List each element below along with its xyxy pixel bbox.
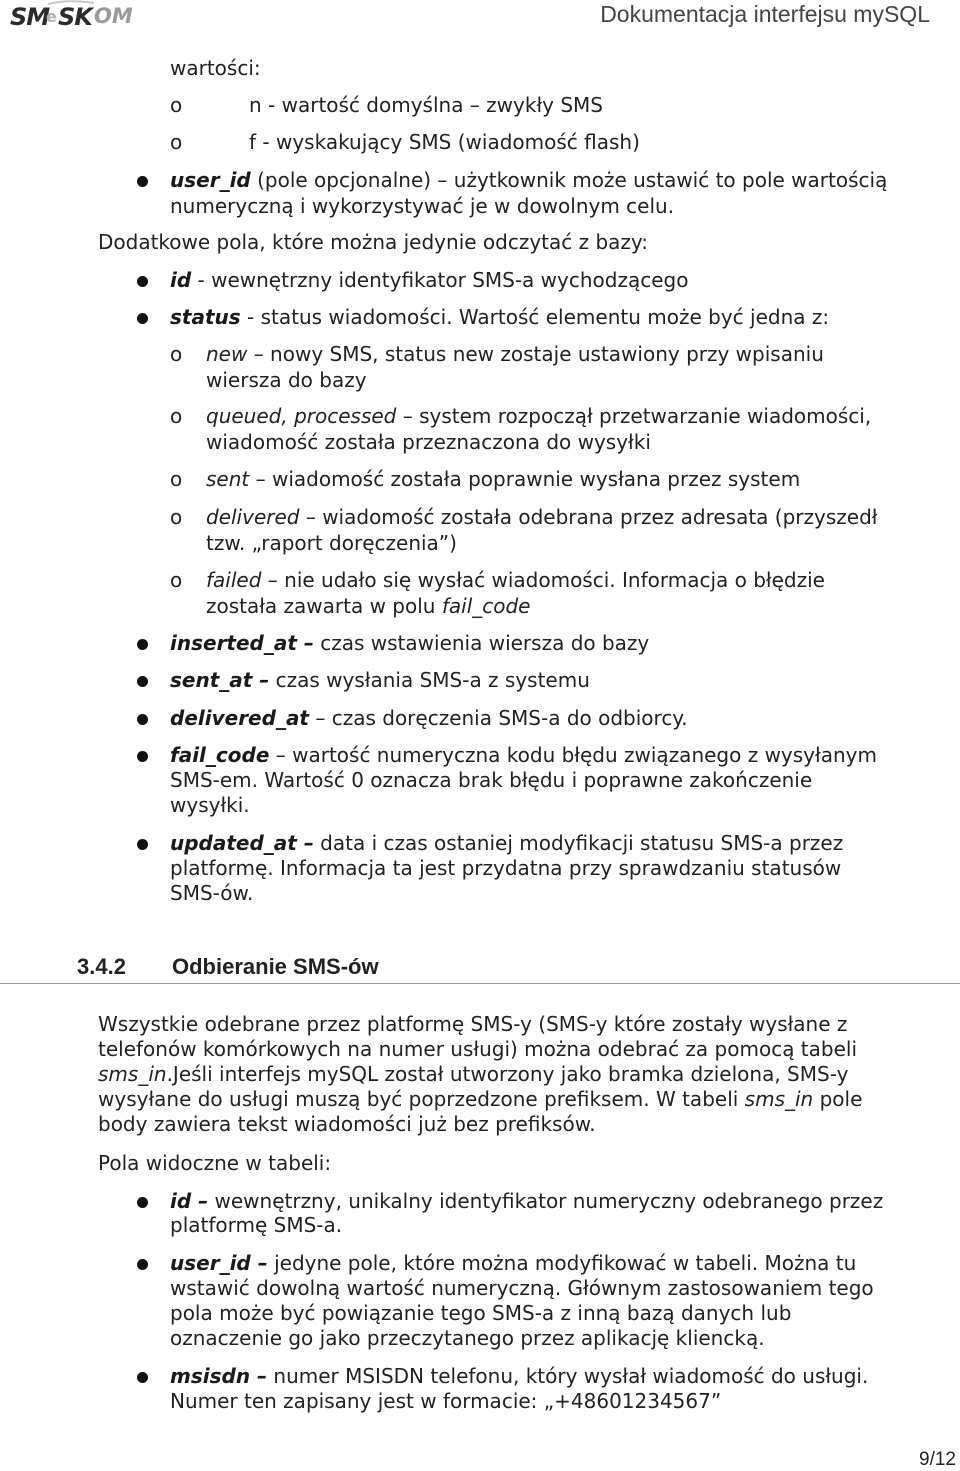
bullet-icon	[137, 276, 148, 287]
sub-bullet-o: o	[170, 467, 183, 491]
bullet-icon	[137, 1259, 148, 1270]
status-failed-cont: została zawarta w polu fail_code	[206, 594, 531, 618]
status-delivered-cont: tzw. „raport doręczenia”)	[206, 531, 457, 555]
bullet-icon	[137, 714, 148, 725]
bullet-icon	[137, 751, 148, 762]
sub-bullet-o: o	[170, 505, 183, 529]
bullet-icon	[137, 1197, 148, 1208]
field-inserted-at: inserted_at – czas wstawienia wiersza do bazy	[170, 631, 650, 655]
field-desc: - wewnętrzny identyfikator SMS-a wychodzącego	[191, 268, 689, 292]
bullet-icon	[137, 676, 148, 687]
field-in-user-id-cont: pola może być powiązanie tego SMS-a z inną bazą danych lub	[170, 1301, 792, 1325]
field-delivered-at: delivered_at – czas doręczenia SMS-a do odbiorcy.	[170, 706, 688, 730]
field-updated-at-cont: platformę. Informacja ta jest przydatna przy sprawdzaniu statusów	[170, 856, 842, 880]
bullet-icon	[137, 839, 148, 850]
paragraph-line: telefonów komórkowych na numer usługi) można odebrać za pomocą tabeli	[98, 1037, 858, 1061]
field-in-user-id: user_id – jedyne pole, które można modyfikować w tabeli. Można tu	[170, 1251, 857, 1275]
field-in-msisdn-cont: Numer ten zapisany jest w formacie: „+48601234567”	[170, 1389, 722, 1413]
sub-bullet-o: o	[170, 130, 183, 154]
field-sent-at: sent_at – czas wysłania SMS-a z systemu	[170, 668, 590, 692]
field-user-id	[170, 167, 887, 193]
status-new-cont: wiersza do bazy	[206, 368, 367, 392]
field-fail-code-cont: SMS-em. Wartość 0 oznacza brak błędu i poprawne zakończenie	[170, 768, 813, 792]
status-failed: failed – nie udało się wysłać wiadomości. Informacja o błędzie	[206, 568, 825, 592]
fields-intro: Pola widoczne w tabeli:	[98, 1151, 332, 1175]
sub-bullet-o: o	[170, 342, 183, 366]
bullet-icon	[137, 1372, 148, 1383]
section-divider	[0, 983, 960, 984]
company-logo	[8, 0, 173, 32]
field-fail-code: fail_code – wartość numeryczna kodu błędu związanego z wysyłanym	[170, 743, 877, 767]
field-updated-at-cont: SMS-ów.	[170, 881, 254, 905]
field-in-user-id-cont: oznaczenie go jako przeczytanego przez aplikację kliencką.	[170, 1326, 765, 1350]
paragraph-line: Wszystkie odebrane przez platformę SMS-y (SMS-y które zostały wysłane z	[98, 1012, 848, 1036]
status-sent: sent – wiadomość została poprawnie wysłana przez system	[206, 467, 801, 491]
field-in-user-id-cont: wstawić dowolną wartość numeryczną. Głównym zastosowaniem tego	[170, 1276, 874, 1300]
bullet-icon	[137, 639, 148, 650]
status-delivered: delivered – wiadomość została odebrana przez adresata (przyszedł	[206, 505, 878, 529]
section-heading	[77, 954, 379, 980]
svg-text:e: e	[46, 7, 57, 26]
document-title: Dokumentacja interfejsu mySQL	[600, 1, 930, 27]
status-new: new – nowy SMS, status new zostaje ustawiony przy wpisaniu	[206, 342, 824, 366]
field-status	[170, 304, 829, 330]
field-in-id: id – wewnętrzny, unikalny identyfikator numeryczny odebranego przez	[170, 1189, 884, 1213]
sub-bullet-o: o	[170, 93, 183, 117]
sub-bullet-o: o	[170, 568, 183, 592]
readonly-intro: Dodatkowe pola, które można jedynie odczytać z bazy:	[98, 230, 649, 254]
bullet-icon	[137, 313, 148, 324]
field-in-msisdn: msisdn – numer MSISDN telefonu, który wysłał wiadomość do usługi.	[170, 1364, 869, 1388]
page-number: 9/12	[919, 1449, 956, 1470]
field-desc: (pole opcjonalne) – użytkownik może ustawić to pole wartością	[250, 168, 888, 192]
sub-bullet-o: o	[170, 404, 183, 428]
field-id	[170, 267, 688, 293]
paragraph-line: body zawiera tekst wiadomości już bez prefiksów.	[98, 1112, 596, 1136]
field-term: status	[170, 305, 241, 329]
paragraph-line: sms_in.Jeśli interfejs mySQL został utworzony jako bramka dzielona, SMS-y	[98, 1062, 849, 1086]
field-fail-code-cont: wysyłki.	[170, 793, 250, 817]
value-n: n - wartość domyślna – zwykły SMS	[249, 93, 603, 117]
status-queued-cont: wiadomość została przeznaczona do wysyłki	[206, 430, 651, 454]
bullet-icon	[137, 176, 148, 187]
field-in-id-cont: platformę SMS-a.	[170, 1213, 343, 1237]
field-term: id	[170, 268, 192, 292]
page-header	[0, 0, 960, 34]
field-term: user_id	[170, 168, 251, 192]
svg-text:SM: SM	[10, 3, 50, 31]
field-desc: - status wiadomości. Wartość elementu może być jedna z:	[240, 305, 830, 329]
section-number: 3.4.2	[77, 954, 126, 979]
section-title: Odbieranie SMS-ów	[172, 954, 379, 979]
field-updated-at: updated_at – data i czas ostaniej modyfikacji statusu SMS-a przez	[170, 831, 844, 855]
field-user-id-cont: numeryczną i wykorzystywać je w dowolnym celu.	[170, 194, 675, 218]
status-queued: queued, processed – system rozpoczął przetwarzanie wiadomości,	[206, 404, 872, 428]
svg-text:SK: SK	[58, 3, 92, 31]
value-f: f - wyskakujący SMS (wiadomość flash)	[249, 130, 640, 154]
svg-text:OM: OM	[94, 4, 133, 28]
values-intro: wartości:	[170, 56, 261, 80]
paragraph-line: wysyłane do usługi muszą być poprzedzone prefiksem. W tabeli sms_in pole	[98, 1087, 863, 1111]
